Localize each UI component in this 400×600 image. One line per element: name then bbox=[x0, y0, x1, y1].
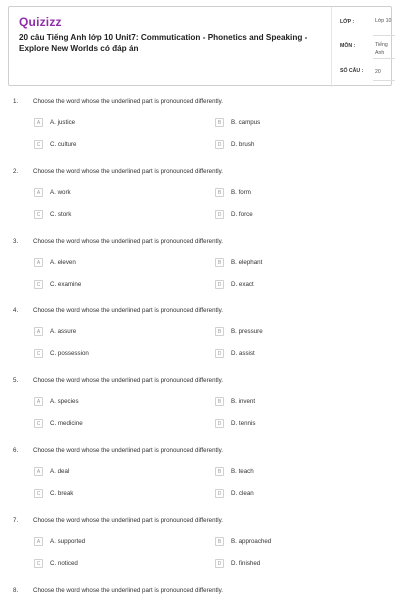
question-number: 3. bbox=[13, 238, 19, 245]
option-letter-box[interactable]: D bbox=[215, 419, 224, 428]
option-letter-box[interactable]: A bbox=[34, 537, 43, 546]
question-text: Choose the word whose the underlined part is pronounced differently. bbox=[33, 168, 223, 175]
question-text: Choose the word whose the underlined part is pronounced differently. bbox=[33, 377, 223, 384]
option-text: D. clean bbox=[231, 490, 254, 497]
option-text: A. eleven bbox=[50, 259, 76, 266]
option-text: B. invent bbox=[231, 398, 256, 405]
option-letter-box[interactable]: A bbox=[34, 258, 43, 267]
option-text: A. supported bbox=[50, 538, 86, 545]
option-letter-box[interactable]: D bbox=[215, 210, 224, 219]
option-letter-box[interactable]: C bbox=[34, 559, 43, 568]
option-text: A. work bbox=[50, 189, 71, 196]
question-text: Choose the word whose the underlined part is pronounced differently. bbox=[33, 307, 223, 314]
question-number: 2. bbox=[13, 168, 19, 175]
option-text: B. campus bbox=[231, 119, 261, 126]
option-text: C. noticed bbox=[50, 560, 78, 567]
question-number: 7. bbox=[13, 517, 19, 524]
option-text: B. approached bbox=[231, 538, 272, 545]
option-letter-box[interactable]: D bbox=[215, 280, 224, 289]
option-letter-box[interactable]: B bbox=[215, 327, 224, 336]
document-title: 20 câu Tiếng Anh lớp 10 Unit7: Commutication - Phonetics and Speaking - Explore New Worlds có đáp án bbox=[19, 33, 308, 53]
option-text: A. species bbox=[50, 398, 79, 405]
question-number: 5. bbox=[13, 377, 19, 384]
option-letter-box[interactable]: C bbox=[34, 280, 43, 289]
option-letter-box[interactable]: D bbox=[215, 559, 224, 568]
option-text: B. elephant bbox=[231, 259, 263, 266]
count-underline bbox=[373, 80, 395, 81]
option-text: D. force bbox=[231, 211, 253, 218]
option-letter-box[interactable]: D bbox=[215, 349, 224, 358]
option-text: A. justice bbox=[50, 119, 76, 126]
class-value: Lớp 10 bbox=[375, 18, 392, 24]
option-letter-box[interactable]: C bbox=[34, 140, 43, 149]
option-text: A. deal bbox=[50, 468, 70, 475]
option-text: C. break bbox=[50, 490, 74, 497]
question-number: 1. bbox=[13, 98, 19, 105]
question-number: 8. bbox=[13, 587, 19, 594]
option-letter-box[interactable]: D bbox=[215, 140, 224, 149]
option-text: D. exact bbox=[231, 281, 254, 288]
option-text: B. form bbox=[231, 189, 251, 196]
option-text: D. brush bbox=[231, 141, 255, 148]
option-letter-box[interactable]: A bbox=[34, 467, 43, 476]
subject-label: MÔN : bbox=[340, 43, 356, 49]
option-text: D. finished bbox=[231, 560, 261, 567]
option-letter-box[interactable]: A bbox=[34, 118, 43, 127]
option-letter-box[interactable]: D bbox=[215, 489, 224, 498]
option-letter-box[interactable]: A bbox=[34, 327, 43, 336]
option-letter-box[interactable]: B bbox=[215, 537, 224, 546]
question-text: Choose the word whose the underlined part is pronounced differently. bbox=[33, 517, 223, 524]
question-text: Choose the word whose the underlined part is pronounced differently. bbox=[33, 98, 223, 105]
option-text: A. assure bbox=[50, 328, 77, 335]
question-number: 6. bbox=[13, 447, 19, 454]
option-letter-box[interactable]: B bbox=[215, 258, 224, 267]
option-letter-box[interactable]: A bbox=[34, 397, 43, 406]
option-letter-box[interactable]: B bbox=[215, 188, 224, 197]
option-letter-box[interactable]: A bbox=[34, 188, 43, 197]
option-letter-box[interactable]: B bbox=[215, 467, 224, 476]
subject-underline bbox=[373, 58, 395, 59]
subject-value: Tiếng Anh bbox=[375, 42, 388, 56]
option-letter-box[interactable]: C bbox=[34, 419, 43, 428]
option-text: C. examine bbox=[50, 281, 82, 288]
question-text: Choose the word whose the underlined part is pronounced differently. bbox=[33, 447, 223, 454]
option-text: B. pressure bbox=[231, 328, 263, 335]
option-text: C. possession bbox=[50, 350, 89, 357]
option-letter-box[interactable]: C bbox=[34, 210, 43, 219]
option-text: C. culture bbox=[50, 141, 77, 148]
option-text: C. stork bbox=[50, 211, 72, 218]
option-text: D. assist bbox=[231, 350, 255, 357]
option-text: B. teach bbox=[231, 468, 254, 475]
option-letter-box[interactable]: C bbox=[34, 349, 43, 358]
count-value: 20 bbox=[375, 69, 381, 75]
option-letter-box[interactable]: C bbox=[34, 489, 43, 498]
question-text: Choose the word whose the underlined part is pronounced differently. bbox=[33, 238, 223, 245]
meta-divider bbox=[331, 7, 332, 87]
option-text: C. medicine bbox=[50, 420, 83, 427]
option-letter-box[interactable]: B bbox=[215, 397, 224, 406]
option-letter-box[interactable]: B bbox=[215, 118, 224, 127]
count-label: SỐ CÂU : bbox=[340, 68, 364, 74]
quizizz-logo[interactable]: Quizizz bbox=[19, 15, 62, 29]
question-text: Choose the word whose the underlined part is pronounced differently. bbox=[33, 587, 223, 594]
class-label: LỚP : bbox=[340, 19, 355, 25]
question-number: 4. bbox=[13, 307, 19, 314]
class-underline bbox=[373, 35, 395, 36]
option-text: D. tennis bbox=[231, 420, 256, 427]
document-header bbox=[8, 6, 392, 86]
